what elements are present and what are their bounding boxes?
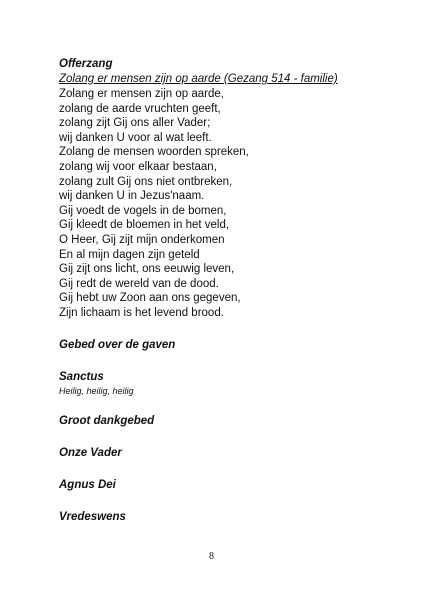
lyric-line: Gij redt de wereld van de dood. — [59, 277, 219, 290]
gebed-over-de-gaven-heading: Gebed over de gaven — [59, 338, 176, 351]
lyric-line: Gij zijt ons licht, ons eeuwig leven, — [59, 263, 235, 276]
lyric-line: zolang wij voor elkaar bestaan, — [59, 160, 217, 173]
vredeswens-heading: Vredeswens — [59, 510, 126, 523]
offerzang-song-title: Zolang er mensen zijn op aarde (Gezang 514 - familie) — [59, 73, 338, 85]
onze-vader-section — [59, 446, 389, 461]
sanctus-subtitle: Heilig, heilig, heilig — [59, 385, 134, 396]
sanctus-heading: Sanctus — [59, 370, 104, 383]
lyric-line: zolang zult Gij ons niet ontbreken, — [59, 175, 233, 188]
document-page — [59, 57, 389, 525]
groot-dankgebed-section — [59, 414, 389, 429]
lyric-line: Gij kleedt de bloemen in het veld, — [59, 219, 230, 232]
groot-dankgebed-heading: Groot dankgebed — [59, 414, 155, 427]
page-number: 8 — [209, 551, 214, 562]
offerzang-lyrics — [59, 87, 389, 321]
lyric-line: Zijn lichaam is het levend brood. — [59, 306, 224, 319]
agnus-dei-section — [59, 478, 389, 493]
offerzang-heading: Offerzang — [59, 58, 113, 70]
sanctus-section — [59, 370, 389, 397]
agnus-dei-heading: Agnus Dei — [59, 478, 116, 491]
lyric-line: Zolang de mensen woorden spreken, — [59, 146, 249, 159]
lyric-line: zolang zijt Gij ons aller Vader; — [59, 117, 211, 130]
lyric-line: O Heer, Gij zijt mijn onderkomen — [59, 233, 225, 246]
lyric-line: Gij voedt de vogels in de bomen, — [59, 204, 227, 217]
lyric-line: Gij hebt uw Zoon aan ons gegeven, — [59, 292, 241, 305]
onze-vader-heading: Onze Vader — [59, 446, 122, 459]
vredeswens-section — [59, 510, 389, 525]
lyric-line: zolang de aarde vruchten geeft, — [59, 102, 221, 115]
gebed-over-de-gaven-section — [59, 338, 389, 353]
lyric-line: wij danken U voor al wat leeft. — [59, 131, 212, 144]
offerzang-section — [59, 57, 389, 321]
lyric-line: Zolang er mensen zijn op aarde, — [59, 88, 224, 100]
lyric-line: wij danken U in Jezus'naam. — [59, 190, 205, 203]
lyric-line: En al mijn dagen zijn geteld — [59, 248, 200, 261]
